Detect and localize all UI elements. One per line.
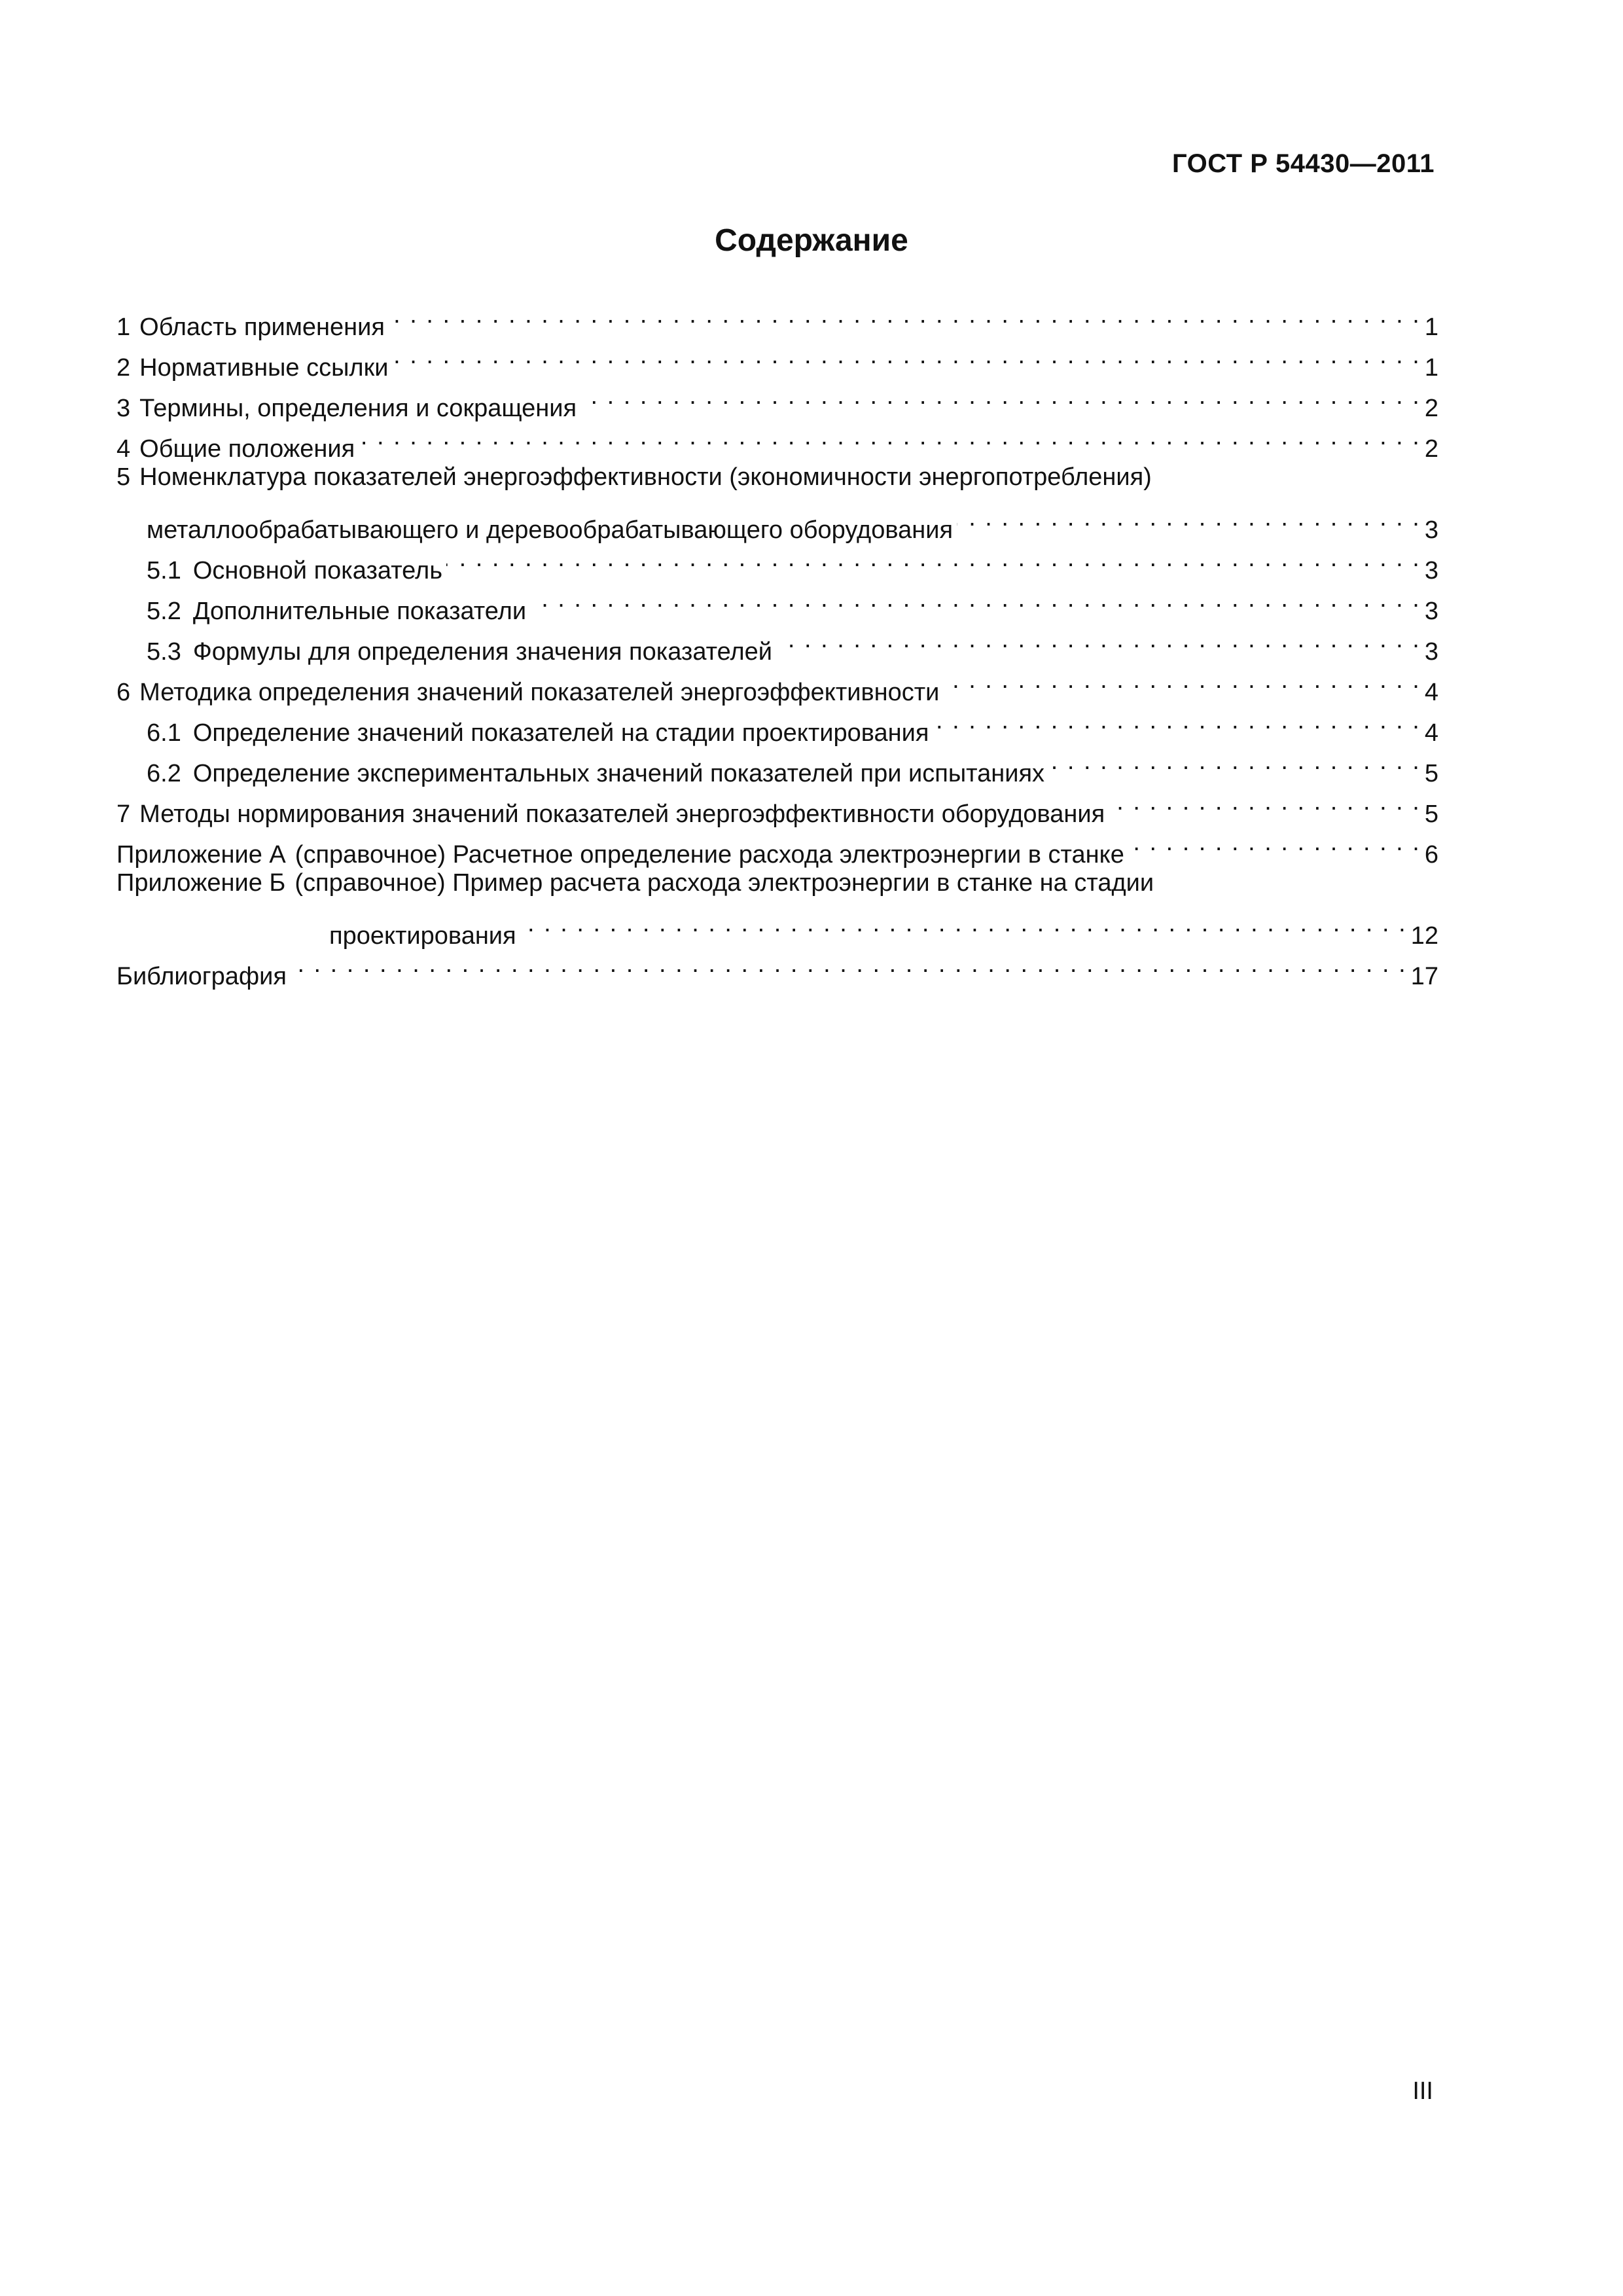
toc-entry-page: 2 xyxy=(1424,435,1438,463)
toc-entry-page: 3 xyxy=(1424,557,1438,584)
dot-leader xyxy=(389,295,1421,335)
toc-entry-page: 3 xyxy=(1424,598,1438,625)
dot-leader xyxy=(957,497,1421,538)
dot-leader xyxy=(446,538,1421,579)
toc-entry-number: 6.2 xyxy=(147,760,181,787)
toc-entry-number: 5.1 xyxy=(147,557,181,584)
toc-entry-number: 5 xyxy=(116,463,131,491)
toc-entry-page: 3 xyxy=(1424,516,1438,544)
toc-entry-number: 4 xyxy=(116,435,131,463)
appendix-label: Приложение А xyxy=(116,841,286,869)
bibliography-text: Библиография xyxy=(116,963,287,990)
toc-entry-5[interactable] xyxy=(116,457,1438,497)
toc-entry-text: Методы нормирования значений показателей энергоэффективности оборудования xyxy=(139,800,1105,828)
dot-leader xyxy=(776,619,1421,660)
toc-entry-text: Нормативные ссылки xyxy=(139,354,389,382)
toc-entry-number: 2 xyxy=(116,354,131,382)
toc-entry-page: 3 xyxy=(1424,638,1438,666)
dot-leader xyxy=(1109,781,1421,822)
toc-entry-text: Определение значений показателей на стадии проектирования xyxy=(192,719,929,747)
dot-leader xyxy=(392,335,1420,376)
appendix-label: Приложение Б xyxy=(116,869,286,897)
toc-entry-page: 6 xyxy=(1424,841,1438,869)
page-number: III xyxy=(1412,2077,1433,2105)
toc-entry-text: Формулы для определения значения показателей xyxy=(192,638,773,666)
appendix-text-continuation: проектирования xyxy=(329,922,516,950)
toc-bibliography[interactable] xyxy=(116,944,1438,990)
toc-entry-page: 5 xyxy=(1424,760,1438,787)
dot-leader xyxy=(1048,741,1421,781)
appendix-text: (справочное) Пример расчета расхода электроэнергии в станке на стадии xyxy=(294,869,1154,897)
toc-title: Содержание xyxy=(715,223,908,258)
toc-entry-number: 5.3 xyxy=(147,638,181,666)
toc-entry-text: Определение экспериментальных значений показателей при испытаниях xyxy=(192,760,1045,787)
toc-entry-text: Основной показатель xyxy=(192,557,443,584)
toc-entry-page: 5 xyxy=(1424,800,1438,828)
dot-leader xyxy=(359,416,1421,457)
toc-entry-page: 17 xyxy=(1410,963,1438,990)
toc-entry-page: 1 xyxy=(1424,354,1438,382)
toc-entry-page: 4 xyxy=(1424,679,1438,706)
toc-entry-page: 12 xyxy=(1410,922,1438,950)
dot-leader xyxy=(1128,822,1421,863)
toc-entry-number: 3 xyxy=(116,395,131,422)
dot-leader xyxy=(580,376,1421,416)
toc-entry-text: Термины, определения и сокращения xyxy=(139,395,577,422)
toc-entry-text: Номенклатура показателей энергоэффективности (экономичности энергопотребления) xyxy=(139,463,1152,491)
toc-entry-number: 1 xyxy=(116,314,131,341)
table-of-contents xyxy=(116,295,1438,990)
toc-entry-text: Методика определения значений показателей энергоэффективности xyxy=(139,679,940,706)
toc-entry-1[interactable] xyxy=(116,295,1438,341)
toc-entry-page: 2 xyxy=(1424,395,1438,422)
document-code: ГОСТ Р 54430—2011 xyxy=(1172,149,1435,178)
toc-entry-5-continuation[interactable] xyxy=(116,497,1438,544)
toc-entry-number: 6.1 xyxy=(147,719,181,747)
dot-leader xyxy=(520,903,1407,944)
toc-entry-number: 5.2 xyxy=(147,598,181,625)
toc-entry-text: Дополнительные показатели xyxy=(192,598,527,625)
toc-entry-number: 6 xyxy=(116,679,131,706)
toc-entry-page: 4 xyxy=(1424,719,1438,747)
toc-appendix-b[interactable] xyxy=(116,863,1438,903)
toc-appendix-b-continuation[interactable] xyxy=(116,903,1438,950)
appendix-text: (справочное) Расчетное определение расхода электроэнергии в станке xyxy=(294,841,1124,869)
toc-entry-page: 1 xyxy=(1424,314,1438,341)
dot-leader xyxy=(933,700,1420,741)
dot-leader xyxy=(943,660,1420,700)
toc-entry-text-continuation: металлообрабатывающего и деревообрабатывающего оборудования xyxy=(147,516,954,544)
dot-leader xyxy=(530,579,1421,619)
dot-leader xyxy=(291,944,1407,984)
toc-entry-number: 7 xyxy=(116,800,131,828)
toc-entry-text: Область применения xyxy=(139,314,385,341)
toc-entry-text: Общие положения xyxy=(139,435,355,463)
